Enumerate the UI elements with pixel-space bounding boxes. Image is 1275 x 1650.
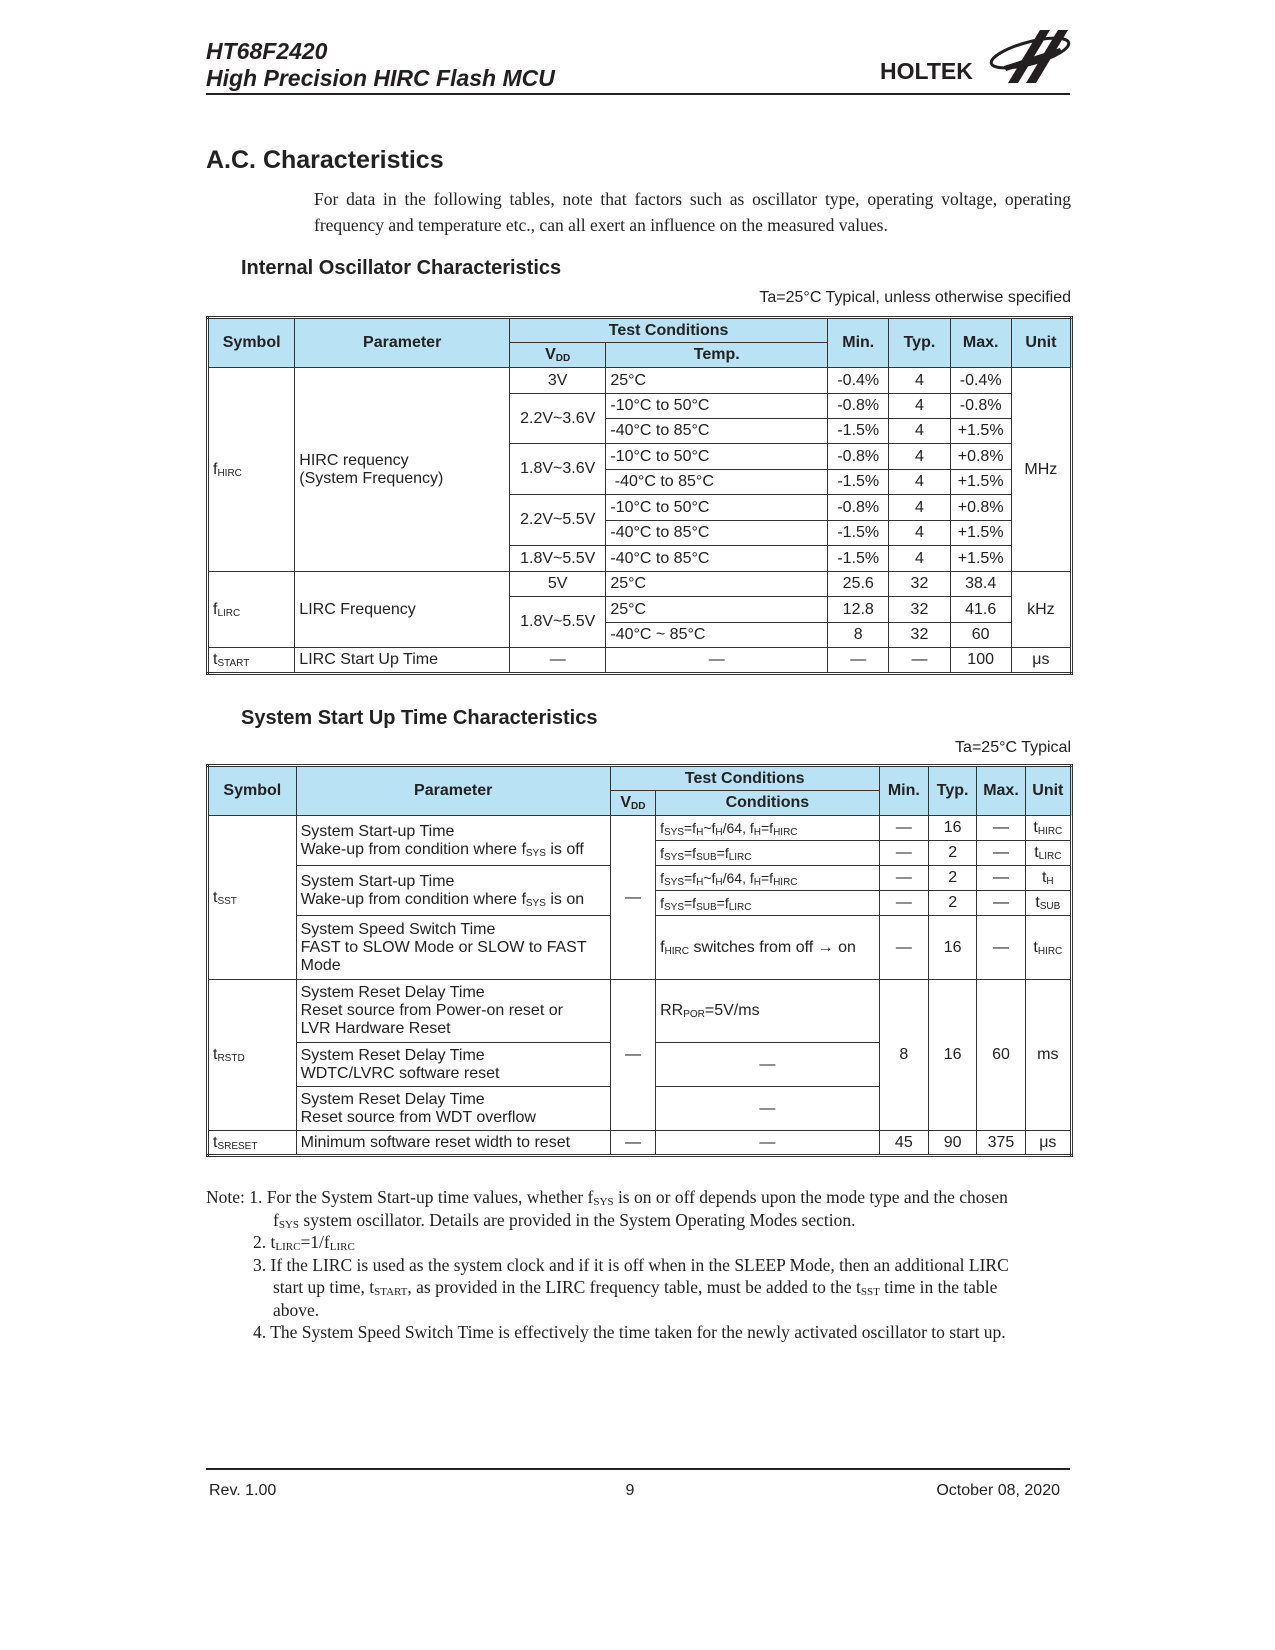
condition-cell: $f_{SYS}=f_{SUB}=f_{LIRC}$ <box>656 841 880 866</box>
unit-cell: MHz <box>1011 368 1071 572</box>
temp-cell: -40°C to 85°C <box>606 419 828 444</box>
vdd-cell: 1.8V~5.5V <box>510 597 606 648</box>
vdd-cell: 3V <box>510 368 606 394</box>
param-hirc: HIRC requency (System Frequency) <box>295 368 510 572</box>
table-row <box>208 648 1072 674</box>
temp-cell: 25°C <box>606 572 828 597</box>
unit-cell: μs <box>1011 648 1071 674</box>
table1-condition-note: Ta=25°C Typical, unless otherwise specified <box>759 289 1071 306</box>
temp-cell: 25°C <box>606 597 828 623</box>
condition-cell: $f_{SYS}=f_H\sim f_H/64$, $f_H=f_{HIRC}$ <box>656 816 880 841</box>
typ-cell: 2 <box>928 891 976 916</box>
typ-cell: — <box>889 648 950 674</box>
col-typ: Typ. <box>889 318 950 368</box>
min-cell: -1.5% <box>828 521 889 546</box>
table-row <box>208 1131 1072 1156</box>
typ-cell: 4 <box>889 470 950 495</box>
unit-cell: $t_{HIRC}$ <box>1025 816 1071 841</box>
min-cell: 8 <box>828 623 889 648</box>
table-row <box>208 980 1072 1043</box>
max-cell: — <box>977 891 1025 916</box>
col-max: Max. <box>950 318 1011 368</box>
max-cell: — <box>977 916 1025 980</box>
vdd-cell: 2.2V~3.6V <box>510 394 606 444</box>
table-header-row <box>208 766 1072 791</box>
param-startup-off: System Start-up Time Wake-up from condition where $f_{SYS}$ is off <box>296 816 610 866</box>
symbol-tstart: $t_{START}$ <box>208 648 295 674</box>
col-symbol: Symbol <box>208 318 295 368</box>
table1-title: Internal Oscillator Characteristics <box>241 257 562 279</box>
vdd-cell: — <box>610 1131 655 1156</box>
unit-cell: μs <box>1025 1131 1071 1156</box>
condition-cell: — <box>656 1087 880 1131</box>
max-cell: — <box>977 866 1025 891</box>
col-unit: Unit <box>1025 766 1071 816</box>
min-cell: -1.5% <box>828 419 889 444</box>
symbol-trstd: $t_{RSTD}$ <box>208 980 297 1131</box>
table2-title: System Start Up Time Characteristics <box>241 707 598 729</box>
typ-cell: 32 <box>889 623 950 648</box>
max-cell: 60 <box>950 623 1011 648</box>
max-cell: — <box>977 816 1025 841</box>
max-cell: +1.5% <box>950 419 1011 444</box>
condition-cell: $RR_{POR}=5V/ms$ <box>656 980 880 1043</box>
temp-cell: 25°C <box>606 368 828 394</box>
temp-cell: -40°C to 85°C <box>606 546 828 572</box>
typ-cell: 16 <box>928 816 976 841</box>
col-conditions: Conditions <box>656 791 880 816</box>
table-row <box>208 816 1072 841</box>
min-cell: — <box>879 816 928 841</box>
min-cell: 8 <box>879 980 928 1131</box>
unit-cell: $t_{HIRC}$ <box>1025 916 1071 980</box>
col-parameter: Parameter <box>296 766 610 816</box>
max-cell: +0.8% <box>950 444 1011 470</box>
max-cell: — <box>977 841 1025 866</box>
unit-cell: kHz <box>1011 572 1071 648</box>
max-cell: 38.4 <box>950 572 1011 597</box>
vdd-cell: — <box>610 816 655 980</box>
param-lirc: LIRC Frequency <box>295 572 510 648</box>
document-subtitle: High Precision HIRC Flash MCU <box>206 65 555 91</box>
condition-cell: $f_{SYS}=f_H\sim f_H/64$, $f_H=f_{HIRC}$ <box>656 866 880 891</box>
part-number: HT68F2420 <box>206 38 328 64</box>
typ-cell: 4 <box>889 368 950 394</box>
typ-cell: 32 <box>889 572 950 597</box>
temp-cell: -40°C ~ 85°C <box>606 623 828 648</box>
revision: Rev. 1.00 <box>209 1482 277 1499</box>
logo-wordmark: HOLTEK <box>880 58 973 84</box>
note-3-end: above. <box>273 1299 320 1320</box>
typ-cell: 32 <box>889 597 950 623</box>
min-cell: -1.5% <box>828 470 889 495</box>
typ-cell: 16 <box>928 980 976 1131</box>
note-4: 4. The System Speed Switch Time is effectively the time taken for the newly activated oscillator to start up. <box>253 1322 1006 1342</box>
typ-cell: 90 <box>928 1131 976 1156</box>
typ-cell: 4 <box>889 419 950 444</box>
table2-condition-note: Ta=25°C Typical <box>955 739 1071 756</box>
max-cell: 100 <box>950 648 1011 674</box>
note-1-cont: $f_{SYS}$ system oscillator. Details are provided in the System Operating Modes section. <box>273 1209 856 1231</box>
min-cell: -1.5% <box>828 546 889 572</box>
col-max: Max. <box>977 766 1025 816</box>
symbol-tsst: $t_{SST}$ <box>208 816 297 980</box>
max-cell: +1.5% <box>950 470 1011 495</box>
condition-cell: — <box>656 1043 880 1087</box>
header-rule <box>206 93 1070 95</box>
unit-cell: ms <box>1025 980 1071 1131</box>
typ-cell: 4 <box>889 394 950 419</box>
condition-cell: — <box>656 1131 880 1156</box>
vdd-cell: — <box>610 980 655 1131</box>
condition-cell: $f_{HIRC}$ switches from off → on <box>656 916 880 980</box>
col-temp: Temp. <box>606 343 828 368</box>
max-cell: 375 <box>977 1131 1025 1156</box>
min-cell: 25.6 <box>828 572 889 597</box>
temp-cell: -10°C to 50°C <box>606 444 828 470</box>
min-cell: — <box>828 648 889 674</box>
param-reset-delay-wdt: System Reset Delay Time Reset source from WDT overflow <box>296 1087 610 1131</box>
vdd-cell: 1.8V~5.5V <box>510 546 606 572</box>
col-test-conditions: Test Conditions <box>610 766 879 791</box>
typ-cell: 4 <box>889 444 950 470</box>
table-row <box>208 368 1072 394</box>
intro-paragraph: For data in the following tables, note that factors such as oscillator type, operating voltage, operating frequency and temperature etc., can all exert an influence on the measured values. <box>314 189 1071 235</box>
note-1: Note: 1. For the System Start-up time values, whether $f_{SYS}$ is on or off depends upon the mode type and the chosen <box>206 1187 1008 1208</box>
temp-cell: -40°C to 85°C <box>606 521 828 546</box>
max-cell: 60 <box>977 980 1025 1131</box>
symbol-fhirc: $f_{HIRC}$ <box>208 368 295 572</box>
temp-cell: -40°C to 85°C <box>606 470 828 495</box>
col-typ: Typ. <box>928 766 976 816</box>
vdd-cell: 5V <box>510 572 606 597</box>
col-vdd: $V_{DD}$ <box>510 343 606 368</box>
typ-cell: 2 <box>928 866 976 891</box>
min-cell: — <box>879 841 928 866</box>
min-cell: -0.8% <box>828 495 889 521</box>
note-3: 3. If the LIRC is used as the system clock and if it is off when in the SLEEP Mode, then an additional LIRC <box>253 1254 1009 1275</box>
symbol-tsreset: $t_{SRESET}$ <box>208 1131 297 1156</box>
col-vdd: $V_{DD}$ <box>610 791 655 816</box>
note-3-cont: start up time, $t_{START}$, as provided in the LIRC frequency table, must be added to the $t_{SST}$ time in the table <box>273 1277 998 1298</box>
symbol-flirc: $f_{LIRC}$ <box>208 572 295 648</box>
max-cell: -0.4% <box>950 368 1011 394</box>
table-row <box>208 572 1072 597</box>
table-header-row <box>208 318 1072 343</box>
max-cell: +0.8% <box>950 495 1011 521</box>
param-tstart: LIRC Start Up Time <box>295 648 510 674</box>
holtek-logo <box>880 26 1072 88</box>
col-symbol: Symbol <box>208 766 297 816</box>
table-notes <box>206 1186 1071 1344</box>
vdd-cell: 2.2V~5.5V <box>510 495 606 546</box>
max-cell: +1.5% <box>950 546 1011 572</box>
unit-cell: $t_{LIRC}$ <box>1025 841 1071 866</box>
condition-cell: $f_{SYS}=f_{SUB}=f_{LIRC}$ <box>656 891 880 916</box>
min-cell: 12.8 <box>828 597 889 623</box>
min-cell: -0.8% <box>828 394 889 419</box>
temp-cell: — <box>606 648 828 674</box>
col-parameter: Parameter <box>295 318 510 368</box>
document-header <box>206 38 555 92</box>
typ-cell: 4 <box>889 521 950 546</box>
system-startup-table <box>206 764 1073 1157</box>
col-unit: Unit <box>1011 318 1071 368</box>
typ-cell: 4 <box>889 495 950 521</box>
max-cell: -0.8% <box>950 394 1011 419</box>
typ-cell: 2 <box>928 841 976 866</box>
param-sreset: Minimum software reset width to reset <box>296 1131 610 1156</box>
min-cell: — <box>879 866 928 891</box>
col-min: Min. <box>828 318 889 368</box>
logo-mark <box>989 30 1072 83</box>
param-reset-delay-wdtc: System Reset Delay Time WDTC/LVRC software reset <box>296 1043 610 1087</box>
vdd-cell: 1.8V~3.6V <box>510 444 606 495</box>
col-min: Min. <box>879 766 928 816</box>
col-test-conditions: Test Conditions <box>510 318 828 343</box>
min-cell: -0.4% <box>828 368 889 394</box>
min-cell: — <box>879 916 928 980</box>
temp-cell: -10°C to 50°C <box>606 495 828 521</box>
unit-cell: $t_{SUB}$ <box>1025 891 1071 916</box>
min-cell: -0.8% <box>828 444 889 470</box>
typ-cell: 4 <box>889 546 950 572</box>
param-speed-switch: System Speed Switch Time FAST to SLOW Mode or SLOW to FAST Mode <box>296 916 610 980</box>
footer-date: October 08, 2020 <box>936 1482 1060 1499</box>
typ-cell: 16 <box>928 916 976 980</box>
max-cell: +1.5% <box>950 521 1011 546</box>
param-reset-delay-por: System Reset Delay Time Reset source from Power-on reset or LVR Hardware Reset <box>296 980 610 1043</box>
param-startup-on: System Start-up Time Wake-up from condition where $f_{SYS}$ is on <box>296 866 610 916</box>
page-number: 9 <box>625 1482 635 1499</box>
temp-cell: -10°C to 50°C <box>606 394 828 419</box>
vdd-cell: — <box>510 648 606 674</box>
internal-oscillator-table <box>206 316 1073 675</box>
section-title: A.C. Characteristics <box>206 146 444 174</box>
min-cell: 45 <box>879 1131 928 1156</box>
unit-cell: $t_H$ <box>1025 866 1071 891</box>
footer-rule <box>206 1468 1070 1470</box>
note-2: 2. $t_{LIRC}=1/f_{LIRC}$ <box>253 1232 355 1253</box>
min-cell: — <box>879 891 928 916</box>
max-cell: 41.6 <box>950 597 1011 623</box>
